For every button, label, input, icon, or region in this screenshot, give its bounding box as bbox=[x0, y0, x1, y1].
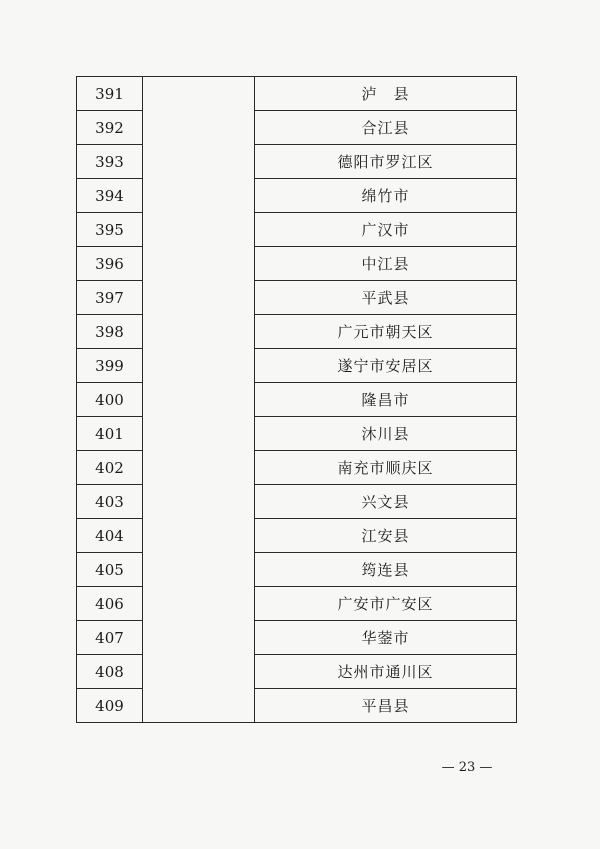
county-name-cell: 沐川县 bbox=[255, 417, 517, 451]
row-number-cell: 397 bbox=[77, 281, 143, 315]
county-name-cell: 华蓥市 bbox=[255, 621, 517, 655]
row-number-cell: 395 bbox=[77, 213, 143, 247]
row-number-cell: 400 bbox=[77, 383, 143, 417]
county-list-table bbox=[76, 76, 517, 723]
county-name-cell: 广安市广安区 bbox=[255, 587, 517, 621]
table-row bbox=[77, 77, 517, 111]
row-number-cell: 399 bbox=[77, 349, 143, 383]
row-number-cell: 404 bbox=[77, 519, 143, 553]
county-name-cell: 兴文县 bbox=[255, 485, 517, 519]
page-number: — 23 — bbox=[441, 760, 493, 775]
row-number-cell: 401 bbox=[77, 417, 143, 451]
merged-region-cell bbox=[143, 77, 255, 723]
county-name-cell: 江安县 bbox=[255, 519, 517, 553]
row-number-cell: 398 bbox=[77, 315, 143, 349]
county-name-cell: 绵竹市 bbox=[255, 179, 517, 213]
county-name-cell: 南充市顺庆区 bbox=[255, 451, 517, 485]
county-name-cell: 广汉市 bbox=[255, 213, 517, 247]
county-name-cell: 平昌县 bbox=[255, 689, 517, 723]
county-name-cell: 隆昌市 bbox=[255, 383, 517, 417]
row-number-cell: 402 bbox=[77, 451, 143, 485]
row-number-cell: 392 bbox=[77, 111, 143, 145]
county-name-cell: 合江县 bbox=[255, 111, 517, 145]
county-name-cell: 筠连县 bbox=[255, 553, 517, 587]
row-number-cell: 391 bbox=[77, 77, 143, 111]
county-name-cell: 中江县 bbox=[255, 247, 517, 281]
table-body bbox=[77, 77, 517, 723]
row-number-cell: 409 bbox=[77, 689, 143, 723]
county-name-cell: 达州市通川区 bbox=[255, 655, 517, 689]
row-number-cell: 403 bbox=[77, 485, 143, 519]
county-name-cell: 德阳市罗江区 bbox=[255, 145, 517, 179]
row-number-cell: 405 bbox=[77, 553, 143, 587]
row-number-cell: 407 bbox=[77, 621, 143, 655]
county-name-cell: 平武县 bbox=[255, 281, 517, 315]
county-name-cell: 广元市朝天区 bbox=[255, 315, 517, 349]
row-number-cell: 393 bbox=[77, 145, 143, 179]
row-number-cell: 408 bbox=[77, 655, 143, 689]
row-number-cell: 406 bbox=[77, 587, 143, 621]
county-name-cell: 遂宁市安居区 bbox=[255, 349, 517, 383]
county-name-cell: 泸 县 bbox=[255, 77, 517, 111]
row-number-cell: 394 bbox=[77, 179, 143, 213]
row-number-cell: 396 bbox=[77, 247, 143, 281]
